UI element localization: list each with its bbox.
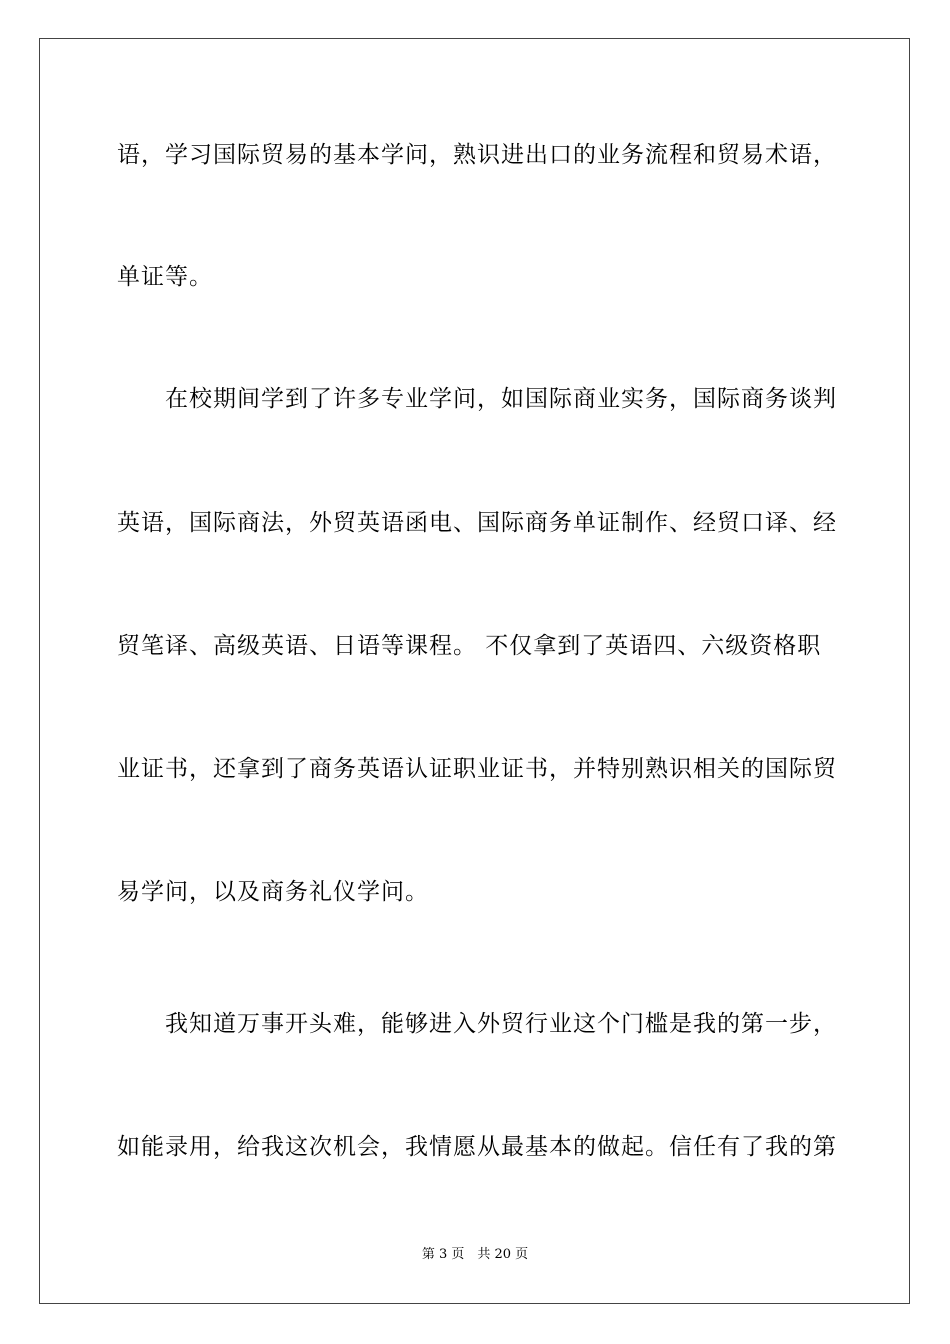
text-line-9: 如能录用，给我这次机会，我情愿从最基本的做起。信任有了我的第 (117, 1134, 837, 1160)
page-number-footer: 第 3 页 共 20 页 (421, 1247, 529, 1262)
page-border (39, 38, 910, 1304)
text-line-7: 易学问，以及商务礼仪学问。 (117, 879, 429, 905)
text-line-8: 我知道万事开头难，能够进入外贸行业这个门槛是我的第一步， (117, 1011, 837, 1037)
text-line-3: 在校期间学到了许多专业学问，如国际商业实务，国际商务谈判 (117, 386, 837, 412)
text-line-6: 业证书，还拿到了商务英语认证职业证书，并特别熟识相关的国际贸 (117, 756, 837, 782)
text-line-1: 语，学习国际贸易的基本学问，熟识进出口的业务流程和贸易术语， (117, 142, 837, 168)
text-line-4: 英语，国际商法，外贸英语函电、国际商务单证制作、经贸口译、经 (117, 510, 837, 536)
text-line-5: 贸笔译、高级英语、日语等课程。 不仅拿到了英语四、六级资格职 (117, 633, 822, 659)
text-line-2: 单证等。 (117, 264, 213, 290)
